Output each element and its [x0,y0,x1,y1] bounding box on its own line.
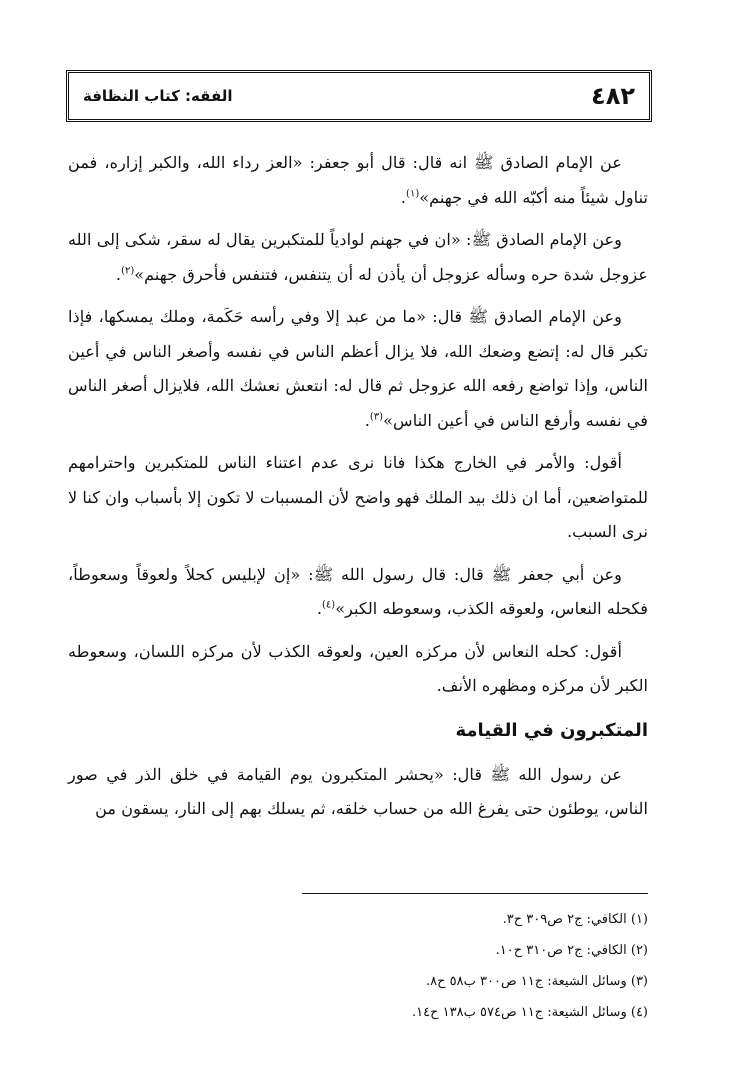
paragraph: وعن الإمام الصادق ﷺ: «ان في جهنم لوادياً للمتكبرين يقال له سقر، شكى إلى الله عزوجل شدة حره وسأله عزوجل أن يأذن له أن يتنفس، فتنفس فأحرق جهنم»$^{(٢)}$. [68,230,648,284]
paragraph: أقول: كحله النعاس لأن مركزه العين، ولعوقه الكذب لأن مركزه اللسان، وسعوطه الكبر لأن مركزه ومظهره الأنف. [68,641,648,695]
footnote: (٤) وسائل الشيعة: ج١١ ص٥٧٤ ب١٣٨ ح١٤. [412,1005,648,1020]
footnote-mark: (٣) [369,411,384,423]
main-text [68,146,648,835]
footnote: (٣) وسائل الشيعة: ج١١ ص٣٠٠ ب٥٨ ح٨. [425,974,648,989]
footnote-mark: (٤) [322,599,336,611]
paragraph: أقول: والأمر في الخارج هكذا فانا نرى عدم اعتناء الناس للمتكبرين واحترامهم للمتواضعين، أما ان ذلك بيد الملك فهو واضح لأن المسببات لا تكون إلا بأسباب وان كنا لا نرى السبب. [68,453,648,541]
paragraph: وعن أبي جعفر ﷺ قال: قال رسول الله ﷺ: «إن لإبليس كحلاً ولعوقاً وسعوطاً، فكحله النعاس، ولعوقه الكذب، وسعوطه الكبر»$^{(٤)}$. [68,564,648,618]
footnote-mark: (١) [406,188,420,200]
page-header [66,70,652,122]
paragraph: عن الإمام الصادق ﷺ انه قال: قال أبو جعفر: «العز رداء الله، والكبر إزاره، فمن تناول شيئاً منه أكبّه الله في جهنم»$^{(١)}$. [68,153,648,207]
footnote: (٢) الكافي: ج٢ ص٣١٠ ح١٠. [495,943,648,958]
footnotes [68,904,648,1028]
footnote: (١) الكافي: ج٢ ص٣٠٩ ح٣. [502,912,648,927]
section-heading: المتكبرون في القيامة [455,719,648,741]
running-title: الفقه: كتاب النظافة [83,87,233,105]
footnote-mark: (٢) [121,265,135,277]
footnote-divider [302,893,648,894]
paragraph: وعن الإمام الصادق ﷺ قال: «ما من عبد إلا وفي رأسه حَكَمة، وملك يمسكها، فإذا تكبر قال له: إتضع وضعك الله، فلا يزال أعظم الناس في نفسه وأصغر الناس في أعين الناس، وإذا تواضع رفعه الله عزوجل ثم قال له: انتعش نعشك الله، فلايزال أصغر الناس في نفسه وأرفع الناس في أعين الناس»$^{(٣)}$. [68,307,648,430]
page-number: ٤٨٢ [591,82,635,110]
paragraph: عن رسول الله ﷺ قال: «يحشر المتكبرون يوم القيامة في خلق الذر في صور الناس، يوطئون حتى يفرغ الله من حساب خلقه، ثم يسلك بهم إلى النار، يسقون من [68,764,648,818]
